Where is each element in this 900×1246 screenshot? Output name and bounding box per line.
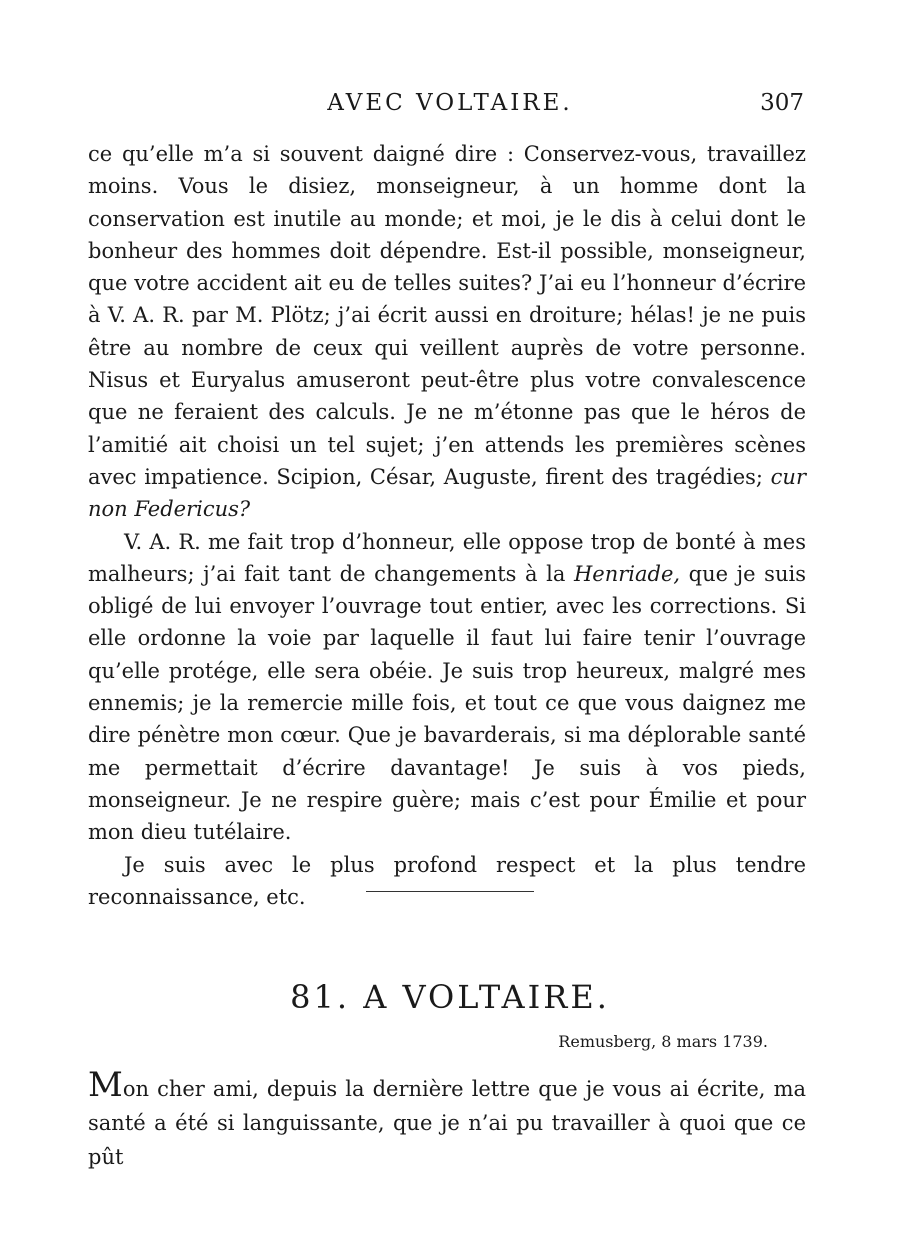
paragraph-1-text: ce qu’elle m’a si souvent daigné dire : Conservez-vous, travaillez moins. Vous le disiez, monseigneur, à un homme dont la conservation est inutile au monde; et moi, je le dis à celui dont le bonheur des hommes doit dépendre. Est-il possible, monseigneur, que votre accident ait eu de telles suites? J’ai eu l’honneur d’écrire à V. A. R. par M. Plötz; j’ai écrit aussi en droiture; hélas! je ne puis être au nombre de ceux qui veillent auprès de votre personne. Nisus et Euryalus amuseront peut-être plus votre convalescence que ne feraient des calculs. Je ne m’étonne pas que le héros de l’amitié ait choisi un tel sujet; j’en attends les premières scènes avec impatience. Scipion, César, Auguste, firent des tragédies;: [88, 142, 806, 489]
running-title: AVEC VOLTAIRE.: [327, 90, 573, 116]
drop-cap: M: [88, 1065, 123, 1105]
paragraph-2-text-b: que je suis obligé de lui envoyer l’ouvrage tout entier, avec les corrections. Si elle ordonne la voie par laquelle il faut lui faire tenir l’ouvrage qu’elle protége, elle sera obéie. Je suis trop heureux, malgré mes ennemis; je la remercie mille fois, et tout ce que vous daignez me dire pénètre mon cœur. Que je bavarderais, si ma déplorable santé me permettait d’écrire davantage! Je suis à vos pieds, monseigneur. Je ne respire guère; mais c’est pour Émilie et pour mon dieu tutélaire.: [88, 561, 806, 845]
section-divider: [366, 891, 534, 892]
paragraph-2-text-a: V. A. R. me fait trop d’honneur, elle oppose trop de bonté à mes malheurs; j’ai fait tant de changements à la: [88, 529, 806, 586]
henriade-title: Henriade,: [573, 561, 681, 586]
page-header: [0, 90, 900, 124]
letter-heading: 81. A VOLTAIRE.: [290, 978, 610, 1016]
paragraph-2: [88, 526, 806, 849]
letter-continuation: [88, 138, 806, 913]
page-number: 307: [760, 90, 804, 116]
paragraph-1-latin-quote: cur non Federicus?: [88, 464, 806, 522]
letter-opening: [88, 1065, 806, 1174]
paragraph-3-closing: Je suis avec le plus profond respect et la plus tendre reconnaissance, etc.: [88, 852, 806, 909]
letter-opening-text: on cher ami, depuis la dernière lettre que je vous ai écrite, ma santé a été si languissante, que je n’ai pu travailler à quoi que ce pût: [88, 1077, 806, 1169]
letter-dateline: Remusberg, 8 mars 1739.: [558, 1032, 768, 1051]
paragraph-1: [88, 138, 806, 526]
